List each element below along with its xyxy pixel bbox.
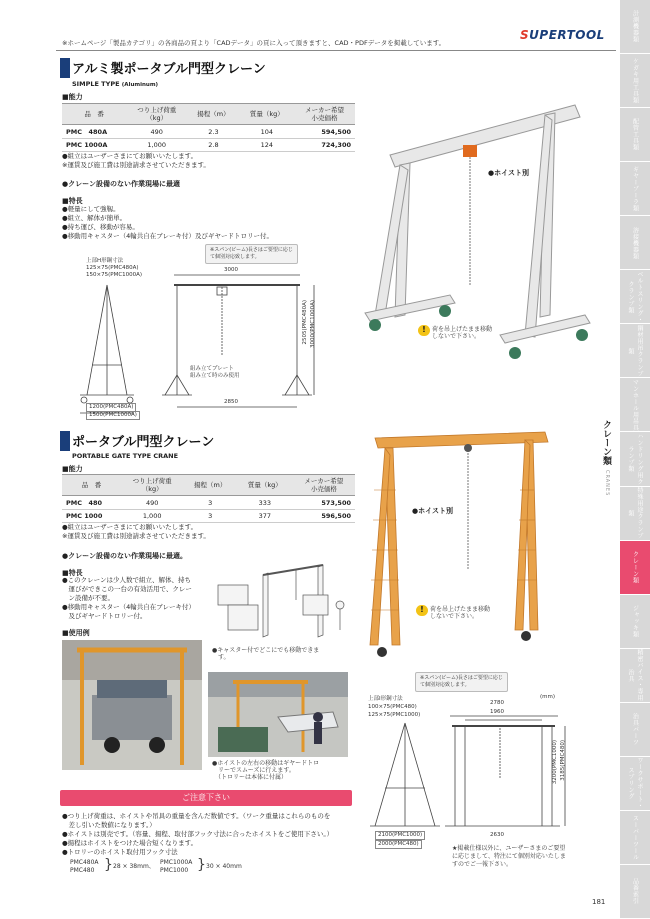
price-cell: 594,500 [294,125,355,139]
col-header: 質量（kg） [237,475,293,496]
aluminum-height-dim: 3000(PMC1000A) [310,300,316,348]
aluminum-feature: ●持ち運び、移動が容易。 [62,223,139,231]
sidebar-item[interactable]: 治具パーツ [620,703,650,757]
portable-note-2: ※運賃及び施工費は別途請求させていただきます。 [62,532,210,540]
sidebar-item[interactable]: クレーン類 [620,541,650,595]
portable-span-note: ※スパン(ビーム)長さはご要望に応じ て個別対応致します。 [415,672,508,692]
bracket-icon: } [197,857,206,873]
hook-model: PMC480A [70,859,99,866]
portable-dimension-diagram [360,708,580,838]
table-row [62,496,355,510]
category-label: クレーン類 [601,420,611,465]
aluminum-subtitle-main: SIMPLE TYPE [72,80,120,88]
model-cell: PMC 480A [62,125,126,139]
col-header: つり上げ荷重 （kg） [126,104,187,125]
sidebar-item[interactable]: 配管工具類 [620,108,650,162]
logo-text: UPERTOOL [529,28,605,42]
col-header: 品 番 [62,104,126,125]
lift-cell: 2.3 [187,125,239,139]
price-cell: 596,500 [293,510,355,523]
aluminum-note-2: ※運賃及び施工費は別途請求させていただきます。 [62,161,210,169]
aluminum-spec-table [62,103,355,152]
portable-spec-label: ■能力 [62,465,83,473]
aluminum-warning: 荷を吊上げたまま移動 しないで下さい。 [432,326,493,340]
hook-size: 30 × 40mm [206,863,242,870]
portable-base-dim: 2000(PMC480) [375,840,422,849]
lift-cell: 3 [183,496,237,510]
mass-cell: 104 [240,125,294,139]
model-cell: PMC 1000 [62,510,121,523]
aluminum-feature: ●軽量にして強靱。 [62,205,120,213]
sidebar-item[interactable]: 溶接機器類 [620,216,650,270]
sidebar-item[interactable]: 精密バイス・専用治具 [620,649,650,703]
table-row [62,139,355,152]
portable-feature: ●移動用キャスター（4輪共自在ブレーキ付） [62,603,196,611]
aluminum-feature: ●組立、解体が簡単。 [62,214,127,222]
price-cell: 573,500 [293,496,355,510]
hook-size: 28 × 38mm、 [113,863,155,870]
portable-feature: 及びギヤードトロリー付。 [62,612,147,620]
portable-beam-label: 上部I形鋼寸法 [368,696,403,702]
caution-item: ●トロリーのホイスト取付用フック寸法 [62,848,178,856]
portable-purpose: ●クレーン設備のない作業現場に最適。 [62,552,187,560]
aluminum-crane-image [360,85,595,385]
caution-header: ご注意下さい [60,790,352,806]
aluminum-plate-note: 組み立てプレート 組み立て時のみ使用 [190,366,240,379]
sidebar-item[interactable]: 品番索引 [620,865,650,919]
portable-star-note: ★掲載仕様以外に、ユーザーさまのご要望 に応じまして、特注にて個別対応いたしま すのでご一報下さい。 [452,845,566,868]
sidebar-item[interactable]: ワークサポート・スプリング [620,757,650,811]
usage-photo-truck [62,640,202,770]
table-row [62,510,355,523]
aluminum-width-bottom: 2850 [224,399,238,405]
portable-feature: ●このクレーンは少人数で組立、解体、持ち [62,576,192,584]
sidebar-item[interactable]: ベルトスリング・クランプ類 [620,270,650,324]
portable-beam-dim: 125×75(PMC1000) [368,712,421,718]
caution-item: 差し引いた数値になります。） [62,821,156,829]
portable-base-dim: 2100(PMC1000) [375,831,425,840]
portable-hoist-label: ●ホイスト別 [412,507,454,515]
hoist-caption: ●ホイストの左右の移動はギヤードトロ リーでスムーズに行えます。 （トロリーは本体に付属） [212,760,320,781]
col-header: 揚程（m） [183,475,237,496]
portable-usage-label: ■使用例 [62,629,90,637]
hook-model: PMC1000 [160,867,189,874]
warning-icon: ! [416,605,428,616]
caution-item: ●揚程はホイストをつけた場合短くなります。 [62,839,198,847]
aluminum-beam-dim: 125×75(PMC480A) [86,265,139,271]
aluminum-spec-label: ■能力 [62,93,83,101]
mass-cell: 333 [237,496,293,510]
col-header: 品 番 [62,475,121,496]
table-row [62,125,355,139]
warning-icon: ! [418,325,430,336]
portable-warning: 荷を吊上げたまま移動 しないで下さい。 [430,606,491,620]
portable-height-dim: 3200(PMC1000) [552,740,558,785]
col-header: 質量（kg） [240,104,294,125]
aluminum-height-dim: 2505(PMC480A) [302,300,308,345]
category-sidebar [620,0,650,919]
mass-cell: 124 [240,139,294,152]
title-marker [60,58,70,78]
portable-features-label: ■特長 [62,569,83,577]
usage-photo-boat [208,672,348,757]
caution-item: ●ホイストは別売です。（容量、揚程、取付部フック寸法に合ったホイストをご使用下さい。） [62,830,334,838]
aluminum-features-label: ■特長 [62,197,83,205]
portable-width-top: 2780 [490,700,504,706]
aluminum-note-1: ●組立はユーザーさまにてお願いいたします。 [62,152,198,160]
portable-crane-image [360,430,560,660]
col-header: 揚程（m） [187,104,239,125]
aluminum-subtitle-small: (Aluminum) [121,82,159,88]
load-cell: 1,000 [121,510,183,523]
col-header: メーカー希望 小売価格 [294,104,355,125]
portable-beam-dim: 100×75(PMC480) [368,704,417,710]
aluminum-purpose: ●クレーン設備のない作業現場に最適 [62,180,180,188]
sidebar-item[interactable]: ジャッキ類 [620,595,650,649]
sidebar-item[interactable]: 特殊用途クランプ類 [620,487,650,541]
caster-caption: ●キャスター付でどこにでも移動できま す。 [212,647,320,661]
sidebar-item[interactable]: ケガキ用工具類 [620,54,650,108]
portable-title: ポータブル門型クレーン [72,435,215,450]
category-label-en: CRANES [604,470,610,497]
model-cell: PMC 480 [62,496,121,510]
portable-width-bottom: 2630 [490,832,504,838]
aluminum-base-dim: 1200(PMC480A) [86,403,136,412]
sidebar-item[interactable]: ギヤープーラ類 [620,162,650,216]
header-note: ※ホームページ「製品カテゴリ」の各商品の頁より「CADデータ」の頁に入って頂きますと、CAD・PDFデータを掲載しています。 [62,39,446,47]
portable-subtitle: PORTABLE GATE TYPE CRANE [72,452,179,460]
portable-note-1: ●組立はユーザーさまにてお願いいたします。 [62,523,198,531]
col-header: メーカー希望 小売価格 [293,475,355,496]
aluminum-base-dim: 1500(PMC1000A) [86,411,140,420]
aluminum-dimension-diagram [62,255,322,420]
load-cell: 1,000 [126,139,187,152]
aluminum-subtitle [72,80,158,88]
lift-cell: 3 [183,510,237,523]
price-cell: 724,300 [294,139,355,152]
bracket-icon: } [104,857,113,873]
aluminum-span-note: ※スパン(ビーム)長さはご要望に応じ て個別対応致します。 [205,244,298,264]
aluminum-beam-label: 上部H形鋼寸法 [86,258,124,264]
portable-width-inner: 1960 [490,709,504,715]
portable-illustration-drawing [208,555,348,645]
aluminum-width-top: 3000 [224,267,238,273]
portable-height-dim: 3185(PMC480) [560,740,566,781]
aluminum-title: アルミ製ポータブル門型クレーン [72,62,266,77]
header-divider [56,50,616,51]
model-cell: PMC 1000A [62,139,126,152]
title-marker [60,431,70,451]
lift-cell: 2.8 [187,139,239,152]
mass-cell: 377 [237,510,293,523]
caution-item: ●つり上げ荷重は、ホイストや吊具の重量を含んだ数値です。（ワーク重量はこれらのものを [62,812,331,820]
brand-logo[interactable] [520,28,605,42]
sidebar-item[interactable]: スーパーツール [620,811,650,865]
load-cell: 490 [126,125,187,139]
sidebar-item[interactable]: 計測機器類 [620,0,650,54]
logo-initial: S [520,28,530,42]
sidebar-item[interactable]: ハンドリング用クランプ類 [620,432,650,486]
unit-label: (mm) [540,694,556,700]
col-header: つり上げ荷重 （kg） [121,475,183,496]
portable-spec-table [62,474,355,523]
load-cell: 490 [121,496,183,510]
aluminum-beam-dim: 150×75(PMC1000A) [86,272,143,278]
hook-model: PMC1000A [160,859,193,866]
sidebar-item[interactable]: 鋼材用吊クランプ類 [620,324,650,378]
sidebar-item[interactable]: マンホール用吊具 [620,378,650,432]
aluminum-feature: ●移動用キャスター（4輪共自在ブレーキ付）及びギヤードトロリー付。 [62,232,274,240]
portable-feature: 運びができこの一台の有効活用で、クレー [62,585,192,593]
portable-feature: ン設備が不要。 [62,594,114,602]
page-number: 181 [592,898,606,906]
aluminum-hoist-label: ●ホイスト別 [488,169,530,177]
hook-model: PMC480 [70,867,95,874]
